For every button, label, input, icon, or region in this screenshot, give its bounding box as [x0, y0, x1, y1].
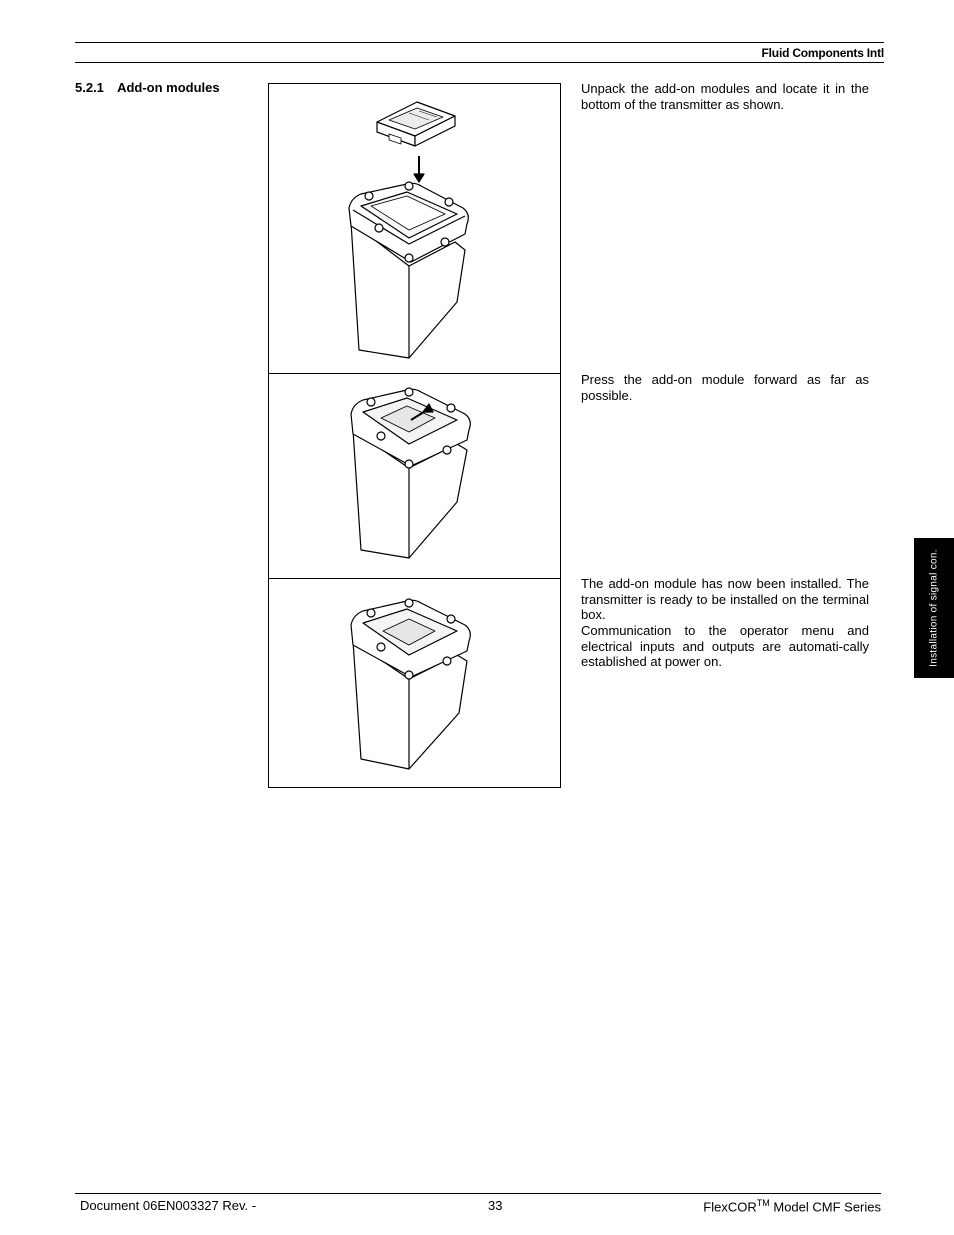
footer-page-number: 33: [488, 1198, 503, 1213]
chapter-side-tab: [914, 538, 954, 678]
header-company: Fluid Components Intl: [761, 46, 884, 60]
transmitter-housing-drawing: [351, 599, 470, 769]
section-heading: [75, 80, 220, 95]
step-3-text: The add-on module has now been installed. The transmitter is ready to be installed on the terminal box.: [581, 576, 869, 623]
figure-module-installed: [269, 579, 560, 787]
section-title: Add-on modules: [117, 80, 220, 95]
section-number: 5.2.1: [75, 80, 104, 95]
figure-press-module: [269, 374, 560, 579]
step-4-text: Communication to the operator menu and electrical inputs and outputs are automati-cally established at power on.: [581, 623, 869, 670]
transmitter-with-module-illustration: [269, 84, 560, 373]
footer-product-name: FlexCOR: [703, 1199, 757, 1215]
addon-module-drawing: [377, 102, 455, 146]
footer-document: Document 06EN003327 Rev. -: [80, 1198, 257, 1213]
header-rule-bottom: [75, 62, 884, 63]
header-rule-top: [75, 42, 884, 43]
transmitter-housing-drawing: [349, 182, 468, 358]
transmitter-press-illustration: [269, 374, 560, 578]
transmitter-housing-drawing: [351, 388, 470, 558]
down-arrow-icon: [414, 156, 424, 182]
figure-unpack-module: [269, 84, 560, 374]
footer-rule: [75, 1193, 881, 1194]
step-2-text: Press the add-on module forward as far as possible.: [581, 372, 869, 403]
footer-product: [703, 1198, 881, 1214]
step-1-text: Unpack the add-on modules and locate it in the bottom of the transmitter as shown.: [581, 81, 869, 112]
figure-frame: [268, 83, 561, 788]
transmitter-installed-illustration: [269, 579, 560, 787]
footer-trademark: TM: [756, 1198, 770, 1208]
side-tab-label: Installation of signal con.: [928, 549, 940, 667]
footer-series: Model CMF Series: [773, 1199, 881, 1215]
